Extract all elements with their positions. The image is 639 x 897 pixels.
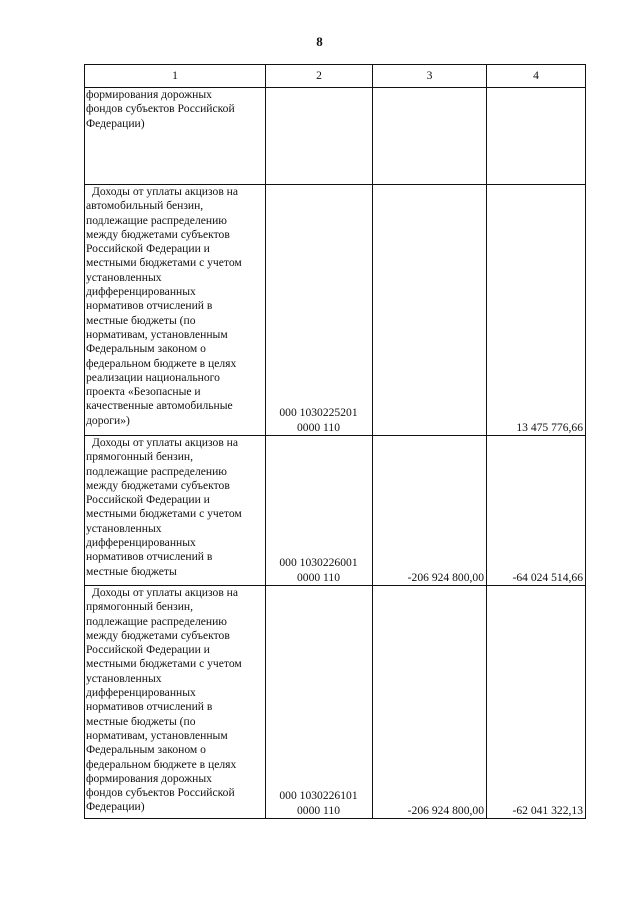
description-line: дифференцированных — [86, 536, 196, 550]
description-line: дороги») — [86, 413, 130, 427]
row-1-code — [266, 88, 373, 185]
row-4-description — [85, 586, 266, 819]
description-line: федеральном бюджете в целях — [86, 757, 237, 771]
description-line: дифференцированных — [86, 686, 196, 700]
description-line: установленных — [86, 521, 162, 535]
code-line: 000 1030226101 — [279, 789, 358, 803]
description-line: установленных — [86, 270, 162, 284]
row-4-value-col3: -206 924 800,00 — [373, 586, 487, 819]
page-number: 8 — [316, 34, 323, 49]
description-line: нормативам, установленным — [86, 327, 228, 341]
table-row — [85, 88, 586, 185]
row-1-value-col3 — [373, 88, 487, 185]
code-line: 0000 110 — [296, 570, 341, 584]
description-line: местные бюджеты — [86, 564, 177, 578]
row-2-description — [85, 185, 266, 436]
description-line: нормативов отчислений в — [86, 700, 213, 714]
row-1-value-col4 — [487, 88, 586, 185]
description-line: автомобильный бензин, — [86, 199, 204, 213]
description-line: Российской Федерации и — [86, 643, 210, 657]
row-1-description — [85, 88, 266, 185]
description-line: Доходы от уплаты акцизов на — [92, 436, 239, 449]
description-line: местные бюджеты (по — [86, 714, 196, 728]
description-line: дифференцированных — [86, 285, 196, 299]
row-3-value-col3: -206 924 800,00 — [373, 436, 487, 586]
budget-revenue-table — [84, 64, 586, 819]
description-line: фондов субъектов Российской — [86, 102, 235, 116]
code-line: 0000 110 — [296, 420, 341, 434]
row-3-description — [85, 436, 266, 586]
description-line: между бюджетами субъектов — [86, 227, 230, 241]
description-line: нормативам, установленным — [86, 728, 228, 742]
table-row — [85, 185, 586, 436]
row-2-value-col3 — [373, 185, 487, 436]
row-3-code — [266, 436, 373, 586]
description-line: местными бюджетами с учетом — [86, 657, 242, 671]
table-header-row — [85, 65, 586, 88]
description-line: реализации национального — [86, 370, 220, 384]
description-line: между бюджетами субъектов — [86, 628, 230, 642]
column-header-2: 2 — [266, 65, 373, 88]
description-line: подлежащие распределению — [86, 614, 227, 628]
row-3-value-col4: -64 024 514,66 — [487, 436, 586, 586]
row-4-code — [266, 586, 373, 819]
description-line: Доходы от уплаты акцизов на — [92, 185, 239, 198]
column-header-3: 3 — [373, 65, 487, 88]
description-line: подлежащие распределению — [86, 464, 227, 478]
description-line: формирования дорожных — [86, 771, 212, 785]
description-line: местными бюджетами с учетом — [86, 256, 242, 270]
description-line: фондов субъектов Российской — [86, 786, 235, 800]
table-row — [85, 436, 586, 586]
description-line: качественные автомобильные — [86, 399, 233, 413]
code-line: 000 1030226001 — [279, 556, 358, 570]
description-line: федеральном бюджете в целях — [86, 356, 237, 370]
description-line: Российской Федерации и — [86, 493, 210, 507]
description-line: местные бюджеты (по — [86, 313, 196, 327]
description-line: формирования дорожных — [86, 88, 212, 101]
description-line: Федерации) — [86, 116, 145, 130]
description-line: нормативов отчислений в — [86, 550, 213, 564]
description-line: Доходы от уплаты акцизов на — [92, 586, 239, 599]
description-line: Федеральным законом о — [86, 743, 206, 757]
description-line: Федеральным законом о — [86, 342, 206, 356]
column-header-4: 4 — [487, 65, 586, 88]
description-line: проекта «Безопасные и — [86, 385, 201, 399]
description-line: подлежащие распределению — [86, 213, 227, 227]
description-line: местными бюджетами с учетом — [86, 507, 242, 521]
table-row — [85, 586, 586, 819]
row-4-value-col4: -62 041 322,13 — [487, 586, 586, 819]
description-line: между бюджетами субъектов — [86, 478, 230, 492]
description-line: прямогонный бензин, — [86, 450, 194, 464]
row-2-value-col4: 13 475 776,66 — [487, 185, 586, 436]
description-line: установленных — [86, 671, 162, 685]
description-line: Российской Федерации и — [86, 242, 210, 256]
description-line: Федерации) — [86, 800, 145, 814]
row-2-code — [266, 185, 373, 436]
code-line: 000 1030225201 — [279, 406, 358, 420]
description-line: прямогонный бензин, — [86, 600, 194, 614]
column-header-1: 1 — [85, 65, 266, 88]
description-line: нормативов отчислений в — [86, 299, 213, 313]
code-line: 0000 110 — [296, 803, 341, 817]
